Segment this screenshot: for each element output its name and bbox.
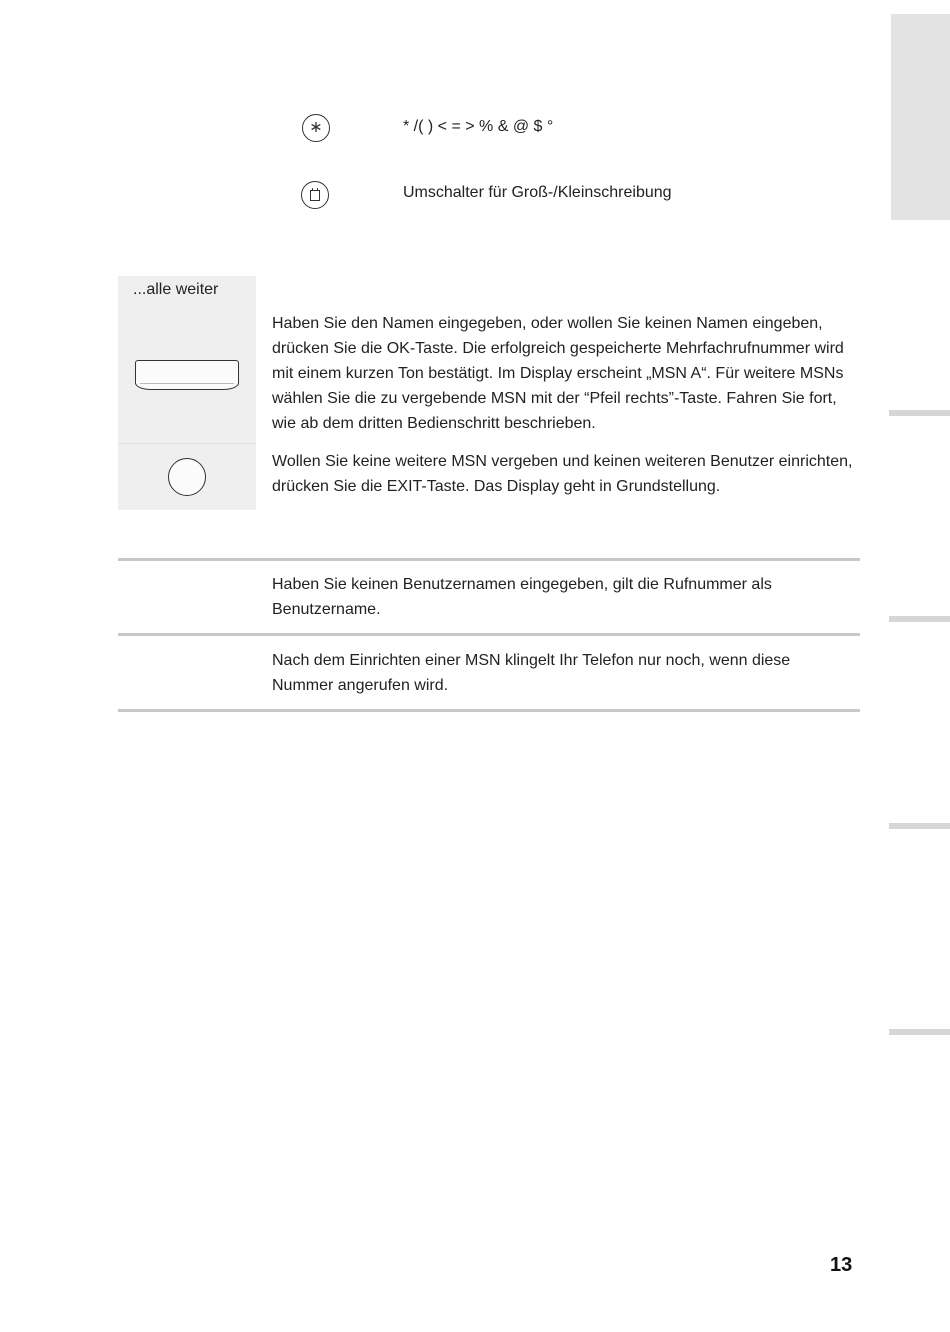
chapter-tab-marker	[889, 616, 950, 622]
note-rule	[118, 558, 860, 561]
note-text: Nach dem Einrichten einer MSN klingelt Ihr Telefon nur noch, wenn diese Nummer angerufen wird.	[272, 652, 791, 694]
ok-step-text: Haben Sie den Namen eingegeben, oder wollen Sie keinen Namen eingeben, drücken Sie die OK-Taste. Die erfolgreich gespeicherte Mehrfachrufnummer wird mit einem kurzen Ton bestätigt. Im Display erscheint „MSN A“. Für weitere MSNs wählen Sie die zu vergebende MSN mit der “Pfeil rechts”-Taste. Fahren Sie fort, wie ab dem dritten Bedienschritt beschrieben.	[272, 315, 844, 432]
exit-key-icon	[168, 458, 206, 496]
note-rule	[118, 633, 860, 636]
chapter-tab-marker	[889, 823, 950, 829]
step-divider	[118, 443, 256, 444]
step-label: ...alle weiter	[133, 281, 219, 298]
note-rule	[118, 709, 860, 712]
asterisk-key-icon: ∗	[302, 114, 330, 142]
ok-softkey-icon	[135, 360, 239, 390]
chapter-tab-marker	[889, 1029, 950, 1035]
asterisk-key-description: * /( ) < = > % & @ $ °	[403, 118, 554, 135]
hash-key-icon	[301, 181, 329, 209]
exit-step-text: Wollen Sie keine weitere MSN vergeben und keinen weiteren Benutzer einrichten, drücken Sie die EXIT-Taste. Das Display geht in Grundstellung.	[272, 453, 853, 495]
chapter-tab-marker	[889, 410, 950, 416]
page-number: 13	[830, 1254, 853, 1276]
hash-key-description: Umschalter für Groß-/Kleinschreibung	[403, 184, 672, 201]
note-text: Haben Sie keinen Benutzernamen eingegeben, gilt die Rufnummer als Benutzername.	[272, 576, 772, 618]
chapter-tab-active	[891, 14, 950, 220]
